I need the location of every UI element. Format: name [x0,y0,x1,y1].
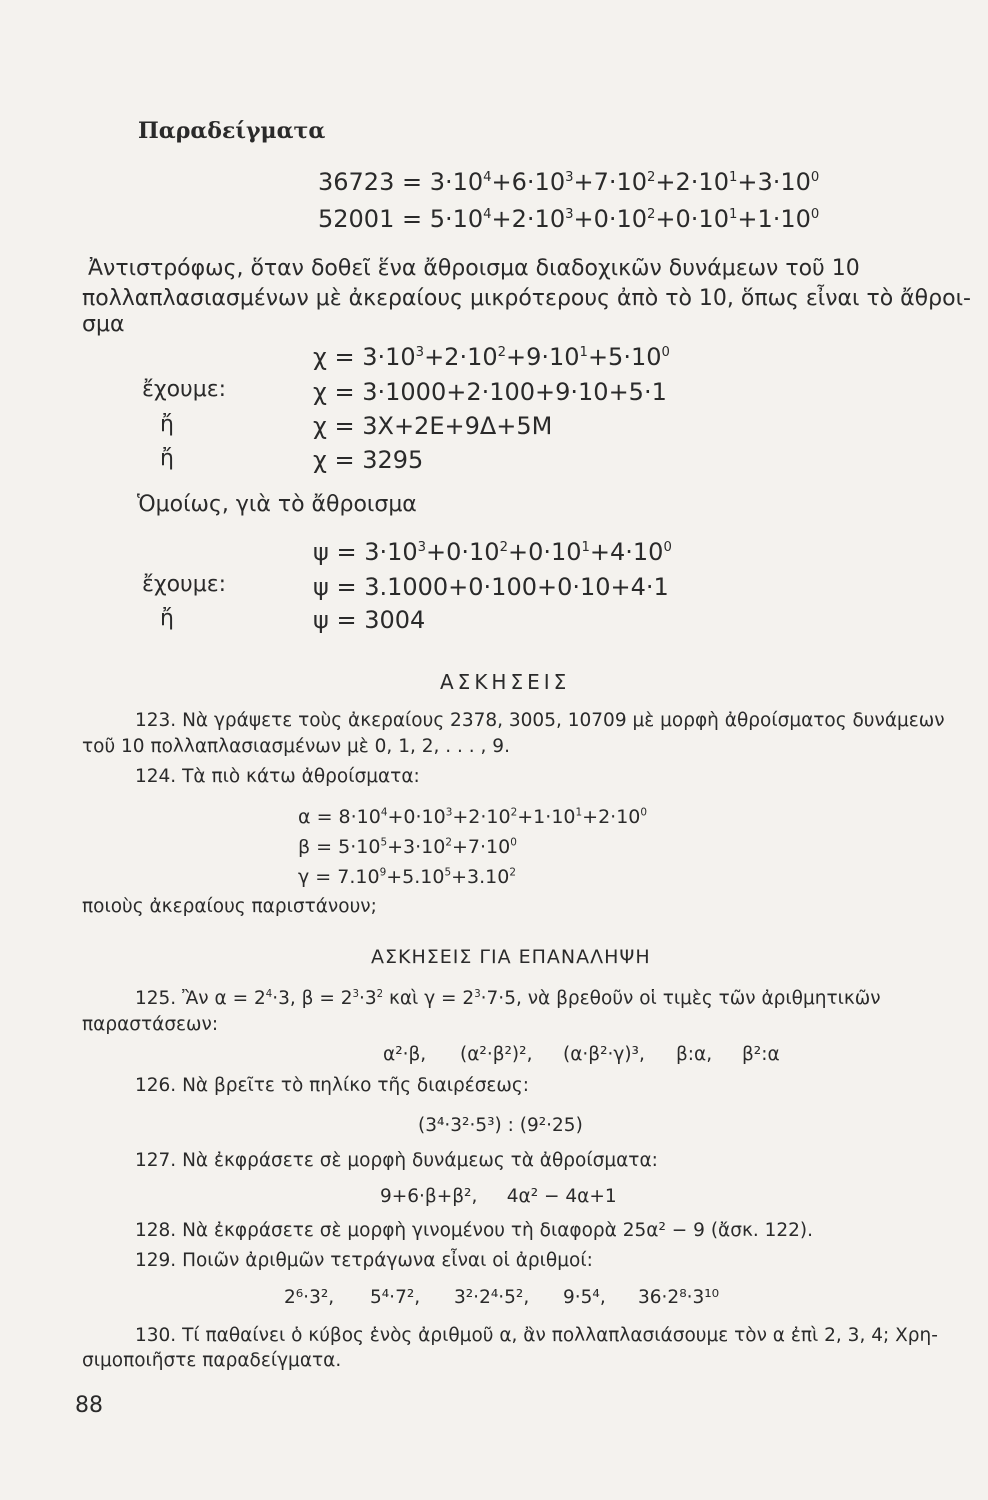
label-or: ἤ [160,606,174,631]
label-or: ἤ [160,412,174,437]
exercises-heading: ΑΣΚΗΣΕΙΣ [440,670,571,694]
expression: 9+6·β+β², 4α² − 4α+1 [380,1186,617,1207]
exercise-127-line: 127. Νὰ ἐκφράσετε σὲ μορφὴ δυνάμεως τὰ ἀθροίσματα: [135,1150,658,1171]
paragraph-line: Ἀντιστρόφως, ὅταν δοθεῖ ἕνα ἄθροισμα διαδοχικῶν δυνάμεων τοῦ 10 [88,256,860,281]
exercise-124-end: ποιοὺς ἀκεραίους παριστάνουν; [82,896,377,917]
expression: (α·β²·γ)³, [563,1044,645,1065]
example-equation-2: $52001 = 5\cdot 10^4+2\cdot 10^3+0\cdot 10^2+0\cdot 10^1+1\cdot 10^0$ [318,205,820,233]
expression: (α²·β²)², [460,1044,533,1065]
paragraph-line: σμα [82,312,125,337]
review-heading: ΑΣΚΗΣΕΙΣ ΓΙΑ ΕΠΑΝΑΛΗΨΗ [371,946,651,968]
expression: β²:α [742,1044,780,1065]
label-we-have: ἔχουμε: [142,572,227,597]
exercise-125-line: 125. Ἂν $\alpha = 2^4\cdot 3$, $\beta = 2^3\cdot 3^2$ καὶ $\gamma = 2^3\cdot 7\cdot 5$, νὰ βρεθοῦν οἱ τιμὲς τῶν ἀριθμητικῶν [135,988,881,1009]
expression: β:α, [676,1044,713,1065]
expression: 2⁶·3², [284,1287,335,1308]
beta-equation: $\beta = 5\cdot 10^5+3\cdot 10^2+7\cdot 10^0$ [298,836,517,858]
page-number: 88 [75,1393,103,1418]
expression: 36·2⁸·3¹⁰ [638,1287,720,1308]
expression: α²·β, [383,1044,427,1065]
exercise-123-line: 123. Νὰ γράψετε τοὺς ἀκεραίους 2378, 3005, 10709 μὲ μορφὴ ἀθροίσματος δυνάμεων [135,710,945,731]
exercise-128-line: 128. Νὰ ἐκφράσετε σὲ μορφὴ γινομένου τὴ διαφορὰ 25α² − 9 (ἄσκ. 122). [135,1220,814,1241]
section-title: Παραδείγματα [138,118,326,144]
expression: 9·5⁴, [563,1287,606,1308]
psi-equation-2: ψ = 3.1000+0·100+0·10+4·1 [313,573,669,601]
exercise-125-line: παραστάσεων: [82,1014,219,1035]
psi-equation-3: ψ = 3004 [313,606,426,634]
exercise-130-line: 130. Τί παθαίνει ὁ κύβος ἑνὸς ἀριθμοῦ α, ἂν πολλαπλασιάσουμε τὸν α ἐπὶ 2, 3, 4; Χρη- [135,1325,938,1346]
exercise-123-line: τοῦ 10 πολλαπλασιασμένων μὲ 0, 1, 2, . . . , 9. [82,736,510,757]
exercise-130-line: σιμοποιῆστε παραδείγματα. [82,1350,342,1371]
expression: 5⁴·7², [370,1287,421,1308]
expression: (3⁴·3²·5³) : (9²·25) [418,1115,583,1136]
exercise-124-line: 124. Τὰ πιὸ κάτω ἀθροίσματα: [135,766,420,787]
expression: 3²·2⁴·5², [454,1287,530,1308]
psi-equation-1: $\psi = 3\cdot 10^3+0\cdot 10^2+0\cdot 10^1+4\cdot 10^0$ [313,538,672,566]
exercise-126-line: 126. Νὰ βρεῖτε τὸ πηλίκο τῆς διαιρέσεως: [135,1075,530,1096]
paragraph-line: Ὁμοίως, γιὰ τὸ ἄθροισμα [137,492,417,517]
chi-equation-3: χ = 3Χ+2Ε+9Δ+5Μ [313,412,553,440]
example-equation-1: $36723 = 3\cdot 10^4+6\cdot 10^3+7\cdot 10^2+2\cdot 10^1+3\cdot 10^0$ [318,168,820,196]
chi-equation-4: χ = 3295 [313,446,424,474]
label-we-have: ἔχουμε: [142,377,227,402]
chi-equation-2: χ = 3·1000+2·100+9·10+5·1 [313,378,667,406]
paragraph-line: πολλαπλασιασμένων μὲ ἀκεραίους μικρότερους ἀπὸ τὸ 10, ὅπως εἶναι τὸ ἄθροι- [82,286,971,311]
exercise-129-line: 129. Ποιῶν ἀριθμῶν τετράγωνα εἶναι οἱ ἀριθμοί: [135,1250,593,1271]
alpha-equation: $\alpha = 8\cdot 10^4+0\cdot 10^3+2\cdot 10^2+1\cdot 10^1+2\cdot 10^0$ [298,806,648,828]
chi-equation-1: $\chi = 3\cdot 10^3+2\cdot 10^2+9\cdot 10^1+5\cdot 10^0$ [313,343,670,371]
label-or: ἤ [160,446,174,471]
gamma-equation: $\gamma = 7.10^9+5.10^5+3.10^2$ [298,866,516,888]
